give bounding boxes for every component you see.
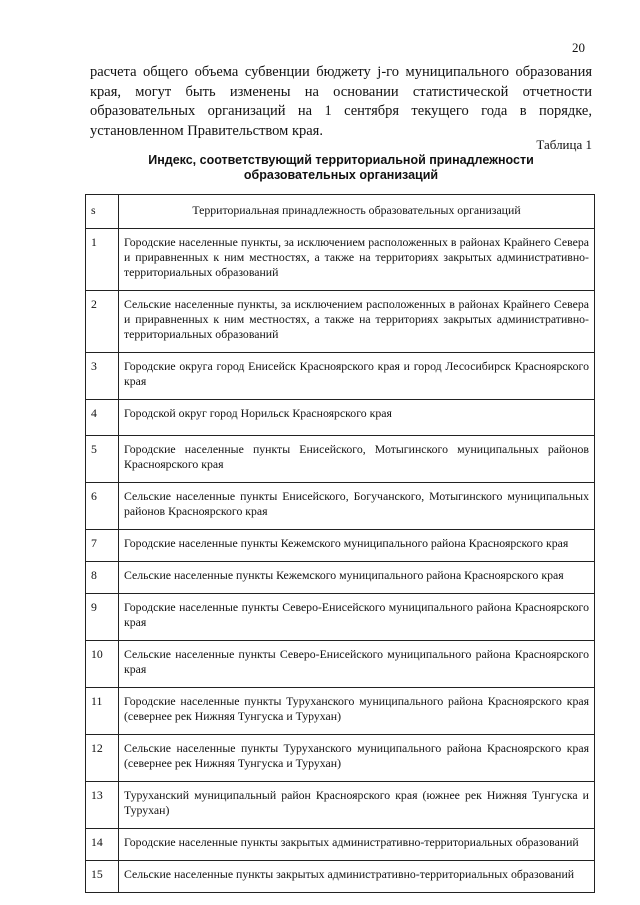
row-index: 2 — [86, 291, 119, 353]
row-index: 9 — [86, 594, 119, 641]
table-row — [86, 735, 595, 782]
row-index: 6 — [86, 483, 119, 530]
row-text: Сельские населенные пункты Северо-Енисейского муниципального района Красноярского края — [119, 641, 595, 688]
table-row — [86, 483, 595, 530]
table-row — [86, 291, 595, 353]
row-index: 3 — [86, 353, 119, 400]
row-index: 1 — [86, 229, 119, 291]
row-text: Городские населенные пункты закрытых административно-территориальных образований — [119, 829, 595, 861]
territorial-index-table — [85, 194, 595, 893]
table-row — [86, 829, 595, 861]
row-index: 4 — [86, 400, 119, 436]
row-index: 11 — [86, 688, 119, 735]
page-number: 20 — [572, 40, 585, 55]
row-text: Туруханский муниципальный район Красноярского края (южнее рек Нижняя Тунгуска и Турухан) — [119, 782, 595, 829]
table-title-line-1: Индекс, соответствующий территориальной принадлежности — [148, 153, 534, 167]
table-row — [86, 530, 595, 562]
row-index: 12 — [86, 735, 119, 782]
row-index: 14 — [86, 829, 119, 861]
table-row — [86, 400, 595, 436]
table-row — [86, 562, 595, 594]
row-text: Городские населенные пункты, за исключением расположенных в районах Крайнего Севера и приравненных к ним местностях, а также на территориях закрытых административно-территориальных образований — [119, 229, 595, 291]
row-text: Городские населенные пункты Северо-Енисейского муниципального района Красноярского края — [119, 594, 595, 641]
table-header-row — [86, 195, 595, 229]
table-row — [86, 594, 595, 641]
table-row — [86, 641, 595, 688]
table-row — [86, 436, 595, 483]
row-text: Сельские населенные пункты закрытых административно-территориальных образований — [119, 861, 595, 893]
table-title-line-2: образовательных организаций — [243, 168, 439, 182]
row-index: 10 — [86, 641, 119, 688]
row-text: Городской округ город Норильск Красноярского края — [119, 400, 595, 436]
row-text: Городские населенные пункты Туруханского муниципального района Красноярского края (севернее рек Нижняя Тунгуска и Турухан) — [119, 688, 595, 735]
row-text: Сельские населенные пункты Туруханского муниципального района Красноярского края (севернее рек Нижняя Тунгуска и Турухан) — [119, 735, 595, 782]
row-text: Городские населенные пункты Енисейского, Мотыгинского муниципальных районов Красноярского края — [119, 436, 595, 483]
row-text: Сельские населенные пункты Кежемского муниципального района Красноярского края — [119, 562, 595, 594]
row-index: 15 — [86, 861, 119, 893]
header-territory: Территориальная принадлежность образовательных организаций — [119, 195, 595, 229]
row-index: 7 — [86, 530, 119, 562]
intro-paragraph: расчета общего объема субвенции бюджету j-го муниципального образования края, могут быть изменены на основании статистической отчетности образовательных организаций на 1 сентября текущего года в порядке, установленном Правительством края. — [90, 64, 592, 139]
table-row — [86, 688, 595, 735]
table-row — [86, 782, 595, 829]
header-index: s — [86, 195, 119, 229]
row-text: Городские населенные пункты Кежемского муниципального района Красноярского края — [119, 530, 595, 562]
row-text: Сельские населенные пункты, за исключением расположенных в районах Крайнего Севера и приравненных к ним местностях, а также на территориях закрытых административно-территориальных образований — [119, 291, 595, 353]
table-row — [86, 861, 595, 893]
row-text: Городские округа город Енисейск Красноярского края и город Лесосибирск Красноярского края — [119, 353, 595, 400]
row-text: Сельские населенные пункты Енисейского, Богучанского, Мотыгинского муниципальных районов Красноярского края — [119, 483, 595, 530]
table-title — [90, 153, 592, 183]
row-index: 13 — [86, 782, 119, 829]
row-index: 5 — [86, 436, 119, 483]
table-row — [86, 229, 595, 291]
row-index: 8 — [86, 562, 119, 594]
table-row — [86, 353, 595, 400]
table-caption: Таблица 1 — [536, 137, 592, 152]
